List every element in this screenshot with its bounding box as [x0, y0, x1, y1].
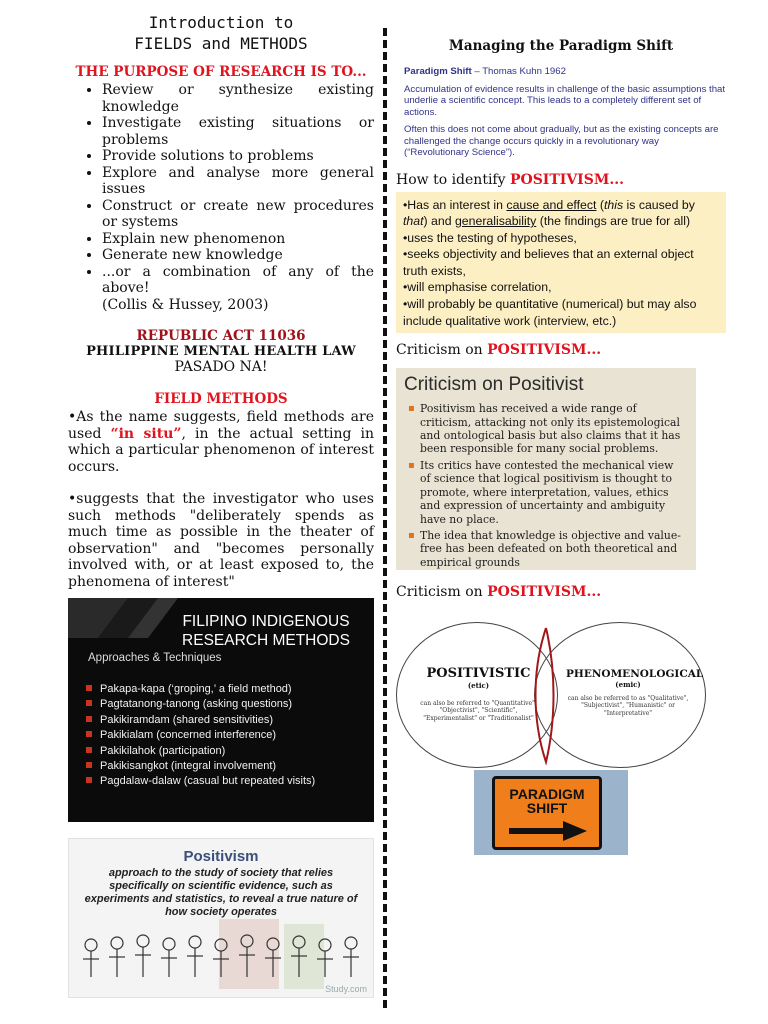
list-item: • Generate new knowledge: [102, 247, 374, 264]
list-item: Pakapa-kapa (‘groping,’ a field method): [86, 682, 315, 697]
positivism-slide: [68, 838, 374, 998]
technique-list: [86, 682, 315, 790]
list-item: Pakikisangkot (integral involvement): [86, 759, 315, 774]
republic-act-subtitle: PHILIPPINE MENTAL HEALTH LAW: [86, 344, 356, 359]
venn-diagram: [396, 620, 726, 770]
field-methods-paragraph-2: •suggests that the investigator who uses such methods "deliberately spends as much time as possible in the theater of observation" and "becomes personally involved with, or at least exposed to, the phenomena of interest": [68, 491, 374, 590]
list-item: • Construct or create new procedures or systems: [102, 198, 374, 231]
bullet-icon: [86, 747, 92, 753]
republic-act-status: PASADO NA!: [174, 359, 268, 375]
bullet-icon: [86, 716, 92, 722]
slide-description: approach to the study of society that relies specifically on scientific evidence, such as experiments and statistics, to reveal a true nature of how society operates: [84, 867, 358, 918]
venn-right-text: can also be referred to as "Qualitative", "Subjectivist", "Humanistic" or "Interpretative": [567, 695, 689, 717]
field-methods-heading: FIELD METHODS: [154, 391, 288, 407]
list-item: • Explore and analyse more general issues: [102, 165, 374, 198]
list-item: • Review or synthesize existing knowledge: [102, 82, 374, 115]
column-divider: [383, 28, 387, 1008]
list-item: • Provide solutions to problems: [102, 148, 374, 165]
right-column: [396, 0, 726, 600]
watermark: Study.com: [325, 984, 367, 994]
page-title: Introduction to FIELDS and METHODS: [134, 13, 308, 53]
slide-title: Positivism: [183, 848, 259, 865]
list-item: • Explain new phenomenon: [102, 231, 374, 248]
bullet-icon: [86, 731, 92, 737]
slide-title: FILIPINO INDIGENOUS RESEARCH METHODS: [182, 613, 350, 649]
purpose-heading: THE PURPOSE OF RESEARCH IS TO...: [75, 64, 367, 80]
list-item: ▪ Positivism has received a wide range of criticism, attacking not only its epistemological and ontological basis but also claims that it has been responsible for many social problems.: [420, 402, 686, 456]
identify-positivism-heading: How to identify POSITIVISM...: [396, 171, 624, 188]
bullet-icon: [86, 777, 92, 783]
citation: (Collis & Hussey, 2003): [102, 296, 269, 313]
paradigm-shift-sign-image: [474, 770, 628, 855]
venn-right-title: PHENOMENOLOGICAL: [566, 668, 704, 680]
in-situ-term: “in situ”: [110, 425, 182, 442]
paradigm-shift-sign: PARADIGM SHIFT: [492, 776, 602, 850]
slide-title: Criticism on Positivist: [404, 374, 584, 396]
list-item: ▪ The idea that knowledge is objective and value-free has been defeated on both theoretical and empirical grounds: [420, 529, 686, 569]
left-column: [68, 0, 374, 590]
bullet-icon: [86, 685, 92, 691]
venn-left-title: POSITIVISTIC: [426, 666, 531, 681]
bullet-icon: [86, 762, 92, 768]
kuhn-excerpt: Paradigm Shift – Thomas Kuhn 1962 Accumulation of evidence results in challenge of the basic assumptions that underlie a scientific concept. This leads to a completely different set of actions. Often this does not come about gradually, but as the existing concepts are challenged the change occurs quickly in a revolutionary way (“Revolutionary Science”).: [404, 66, 726, 158]
paradigm-shift-heading: Managing the Paradigm Shift: [448, 38, 674, 54]
list-item: • ...or a combination of any of the above!: [102, 264, 374, 297]
bullet-icon: [86, 700, 92, 706]
slide-subtitle: Approaches & Techniques: [88, 652, 222, 664]
field-methods-paragraph-1: •As the name suggests, field methods are used “in situ”, in the actual setting in which a particular phenomenon of interest occurs.: [68, 409, 374, 475]
list-item: • Investigate existing situations or problems: [102, 115, 374, 148]
criticism-heading-2: Criticism on POSITIVISM...: [396, 584, 602, 601]
purpose-list: [68, 82, 374, 297]
list-item: ▪ Its critics have contested the mechanical view of science that logical positivism is thought to promote, where interpretation, values, ethics and expression of uncertainty and ambiguity have no place.: [420, 459, 686, 526]
kuhn-label: Paradigm Shift: [404, 66, 472, 77]
criticism-slide: [396, 368, 696, 570]
arrow-right-icon: [509, 821, 589, 841]
list-item: Pakikiramdam (shared sensitivities): [86, 713, 315, 728]
list-item: Pagdalaw-dalaw (casual but repeated visits): [86, 774, 315, 789]
criticism-heading: Criticism on POSITIVISM...: [396, 342, 602, 359]
list-item: Pagtatanong-tanong (asking questions): [86, 697, 315, 712]
positivism-traits-box: •Has an interest in cause and effect (this is caused by that) and generalisability (the findings are true for all) •uses the testing of hypotheses, •seeks objectivity and believes that an external object truth exists, •will emphasise correlation, •will probably be quantitative (numerical) but may also include qualitative work (interview, etc.): [396, 192, 726, 334]
venn-left-sub: (etic): [467, 681, 490, 690]
criticism-list: [404, 402, 686, 569]
list-item: Pakikialam (concerned interference): [86, 728, 315, 743]
list-item: Pakikilahok (participation): [86, 744, 315, 759]
venn-right-sub: (emic): [615, 680, 641, 689]
filipino-methods-slide: [68, 598, 374, 822]
republic-act-title: REPUBLIC ACT 11036: [136, 328, 306, 344]
venn-left-text: can also be referred to "Quantitative", "Objectivist", "Scientific", "Experimentalist" or "Traditionalist": [420, 700, 537, 722]
